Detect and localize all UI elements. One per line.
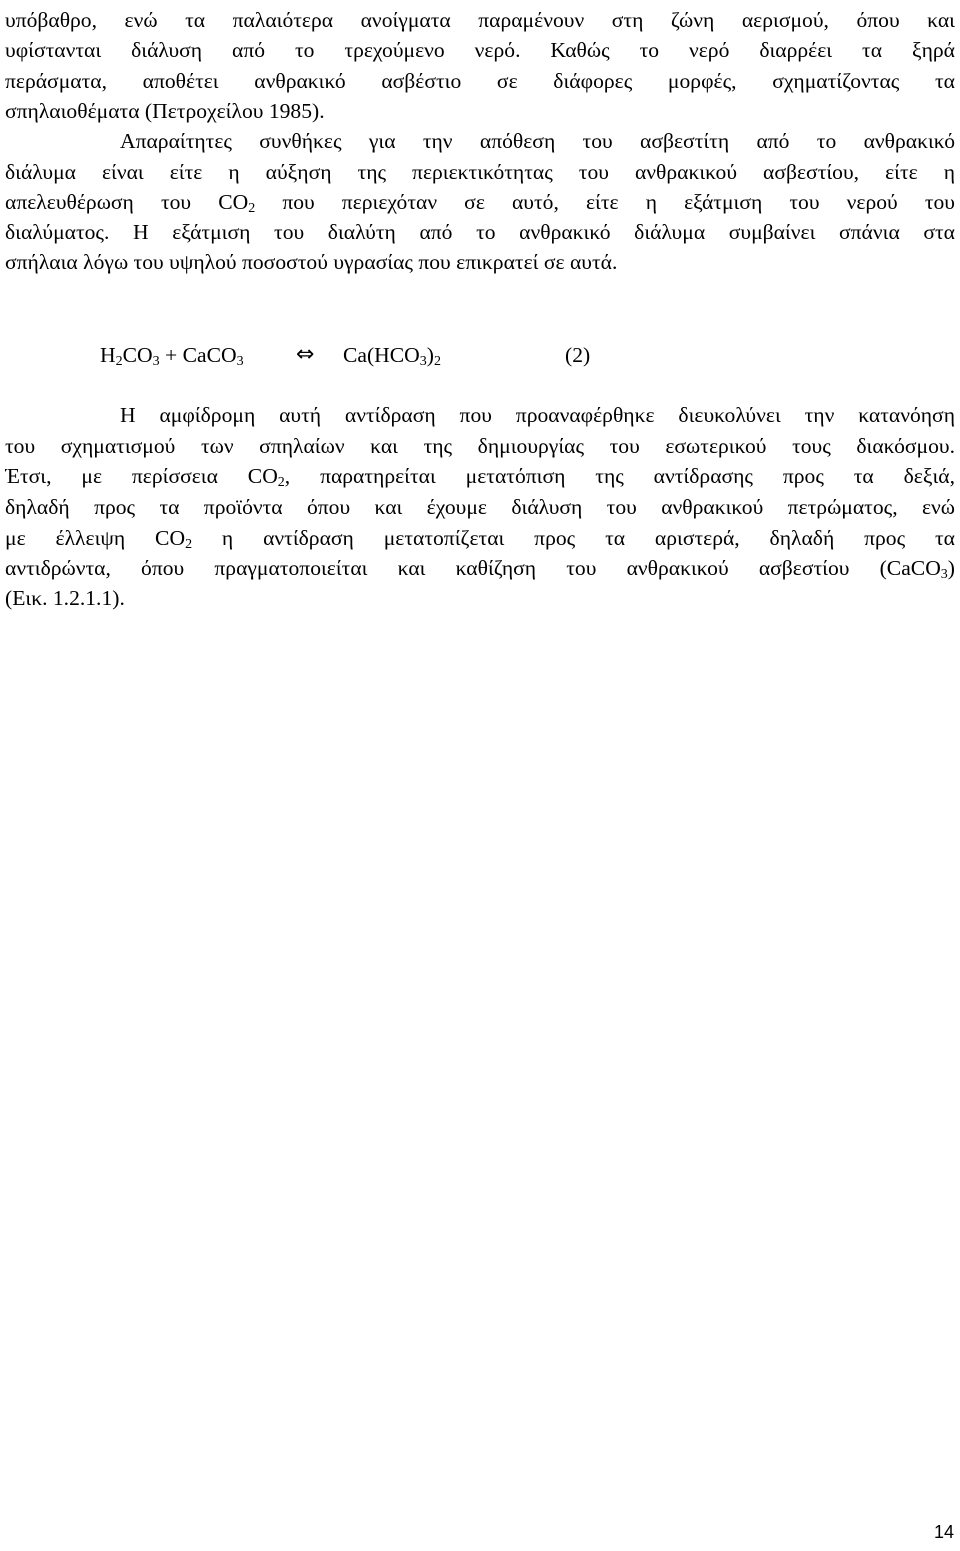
text-line: [5, 37, 955, 63]
equation-number: (2): [565, 343, 591, 367]
subscript: 3: [419, 354, 427, 369]
subscript: 3: [940, 567, 948, 581]
text-run: σπηλαιοθέματα (Πετροχείλου 1985).: [5, 99, 325, 123]
text-line: [5, 68, 955, 94]
subscript: 3: [152, 354, 160, 369]
equation-reactants: [100, 342, 244, 368]
text-run: Η αμφίδρομη αυτή αντίδραση που προαναφέρθηκε διευκολύνει την κατανόηση: [120, 403, 955, 427]
text-run: + CaCO: [159, 343, 237, 367]
text-run: Έτσι, με περίσσεια CO: [5, 464, 278, 488]
text-line: [5, 219, 955, 245]
text-run: περάσματα, αποθέτει ανθρακικό ασβέστιο σε διάφορες μορφές, σχηματίζοντας τα: [5, 69, 955, 93]
equation-products: [343, 342, 441, 368]
text-run: Απαραίτητες συνθήκες για την απόθεση του ασβεστίτη από το ανθρακικό: [120, 129, 955, 153]
text-run: με έλλειψη CO: [5, 526, 186, 550]
text-line: [5, 159, 955, 185]
text-run: αντιδρώντα, όπου πραγματοποιείται και καθίζηση του ανθρακικού ασβεστίου (CaCO: [5, 556, 941, 580]
text-line: [120, 128, 955, 154]
subscript: 3: [236, 354, 244, 369]
text-run: (Εικ. 1.2.1.1).: [5, 586, 125, 610]
text-line: [5, 555, 955, 581]
subscript: 2: [115, 354, 123, 369]
subscript: 2: [185, 537, 193, 551]
text-run: η αντίδραση μετατοπίζεται προς τα αριστερά, δηλαδή προς τα: [192, 526, 955, 550]
text-line: [5, 585, 955, 611]
text-line: [5, 525, 955, 551]
text-line: [5, 7, 955, 33]
text-run: που περιεχόταν σε αυτό, είτε η εξάτμιση του νερού του: [255, 190, 955, 214]
text-run: διάλυμα είναι είτε η αύξηση της περιεκτικότητας του ανθρακικού ασβεστίου, είτε η: [5, 160, 955, 184]
text-line: [5, 98, 955, 124]
text-line: [5, 249, 955, 275]
text-line: [5, 433, 955, 459]
double-arrow-icon: ⇔: [296, 342, 315, 367]
text-run: Ca(HCO: [343, 343, 420, 367]
text-run: ): [947, 556, 955, 580]
text-run: , παρατηρείται μετατόπιση της αντίδρασης προς τα δεξιά,: [284, 464, 955, 488]
subscript: 2: [433, 354, 441, 369]
text-line: [5, 463, 955, 489]
text-run: απελευθέρωση του CO: [5, 190, 249, 214]
subscript: 2: [277, 475, 285, 489]
text-run: ): [426, 343, 434, 367]
text-run: υπόβαθρο, ενώ τα παλαιότερα ανοίγματα παραμένουν στη ζώνη αερισμού, όπου και: [5, 8, 955, 32]
text-run: του σχηματισμού των σπηλαίων και της δημιουργίας του εσωτερικού τους διακόσμου.: [5, 434, 955, 458]
text-run: υφίστανται διάλυση από το τρεχούμενο νερό. Καθώς το νερό διαρρέει τα ξηρά: [5, 38, 955, 62]
text-run: H: [100, 343, 116, 367]
subscript: 2: [248, 201, 256, 215]
text-run: CO: [122, 343, 153, 367]
text-run: σπήλαια λόγω του υψηλού ποσοστού υγρασίας που επικρατεί σε αυτά.: [5, 250, 618, 274]
text-run: διαλύματος. Η εξάτμιση του διαλύτη από το ανθρακικό διάλυμα συμβαίνει σπάνια στα: [5, 220, 955, 244]
text-run: δηλαδή προς τα προϊόντα όπου και έχουμε διάλυση του ανθρακικού πετρώματος, ενώ: [5, 495, 955, 519]
text-line: [5, 494, 955, 520]
text-line: [120, 402, 955, 428]
text-line: [5, 189, 955, 215]
page-number: 14: [934, 1522, 955, 1542]
